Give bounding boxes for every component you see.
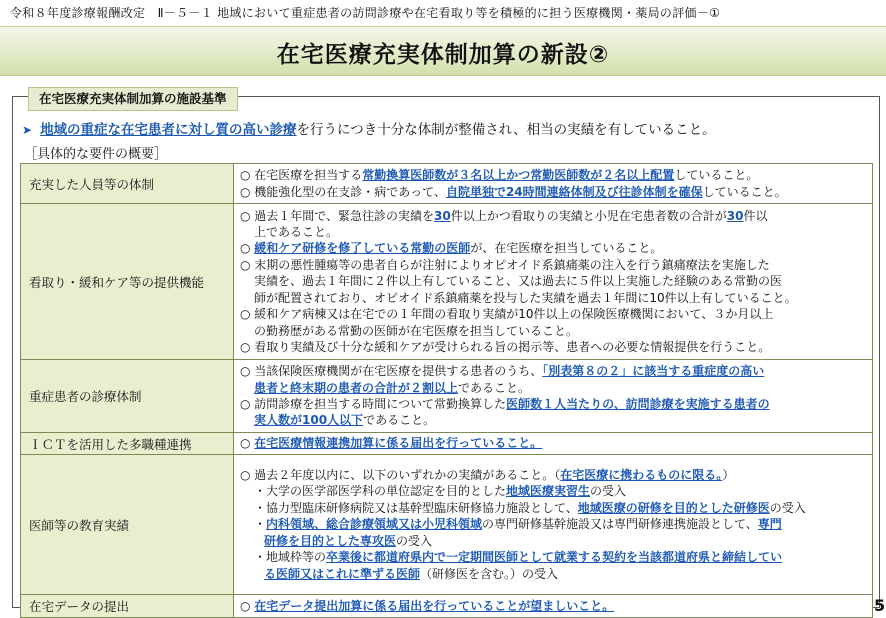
detail-line xyxy=(240,396,866,412)
detail-text: ○ 訪問診療を担当する時間について常勤換算した xyxy=(240,397,507,411)
detail-text: の受入 xyxy=(769,500,806,515)
row-details xyxy=(234,595,873,618)
highlight-text: 在宅医療情報連携加算に係る届出を行っていること。 xyxy=(254,436,543,451)
row-details xyxy=(234,433,873,455)
detail-line xyxy=(240,273,866,289)
detail-text: ○ xyxy=(240,241,255,256)
lead-highlight: 地域の重症な在宅患者に対し質の高い診療 xyxy=(40,122,297,138)
detail-line xyxy=(240,306,866,322)
detail-line xyxy=(240,435,866,451)
detail-line xyxy=(240,184,866,200)
detail-line xyxy=(240,339,866,355)
highlight-text: 内科領域、総合診療領域又は小児科領域 xyxy=(266,517,483,532)
row-details xyxy=(234,204,873,360)
detail-line xyxy=(240,323,866,339)
detail-line xyxy=(240,167,866,183)
detail-text: が、在宅医療を担当していること。 xyxy=(470,241,663,256)
detail-line xyxy=(240,208,866,224)
subheading: ［具体的な要件の概要］ xyxy=(24,147,168,162)
row-category: 在宅データの提出 xyxy=(21,595,234,618)
detail-text: （研修医を含む。）の受入 xyxy=(420,566,559,581)
highlight-text: 在宅医療に携わるものに限る。 xyxy=(560,468,723,483)
highlight-text: 研修を目的とした専攻医 xyxy=(264,533,397,548)
row-category: 医師等の教育実績 xyxy=(21,455,234,595)
highlight-text: 緩和ケア研修を修了している常勤の医師 xyxy=(254,241,471,256)
detail-text: ・ xyxy=(254,517,267,532)
detail-line xyxy=(240,412,866,428)
row-category: 重症患者の診療体制 xyxy=(21,360,234,433)
detail-text: していること。 xyxy=(674,168,759,183)
row-details xyxy=(234,455,873,595)
detail-text: ・協力型臨床研修病院又は基幹型臨床研修協力施設として、 xyxy=(254,500,578,515)
highlight-text: 地域医療の研修を目的とした研修医 xyxy=(577,500,770,515)
highlight-text: 医師数１人当たりの、訪問診療を実施する患者の xyxy=(506,397,770,411)
highlight-text: 30 xyxy=(434,208,451,223)
detail-text: ○ xyxy=(240,598,255,613)
table-row xyxy=(21,164,873,204)
row-details xyxy=(234,360,873,433)
detail-text: ○ 看取り実績及び十分な緩和ケアが受けられる旨の掲示等、患者への必要な情報提供を行うこと。 xyxy=(240,339,771,354)
highlight-text: 30 xyxy=(726,208,744,223)
detail-text: ○ xyxy=(240,436,255,451)
detail-text: ・地域枠等の xyxy=(254,550,327,565)
lead-rest: を行うにつき十分な体制が整備され、相当の実績を有していること。 xyxy=(296,122,716,138)
detail-line xyxy=(240,549,866,565)
section-label: 在宅医療充実体制加算の施設基準 xyxy=(28,87,238,111)
detail-text: の専門研修基幹施設又は専門研修連携施設として、 xyxy=(482,517,758,532)
detail-line xyxy=(240,240,866,256)
table-row xyxy=(21,360,873,433)
highlight-text: 自院単独で24時間連絡体制及び往診体制を確保 xyxy=(445,184,703,199)
highlight-text: 「別表第８の２」に該当する重症度の高い xyxy=(542,364,765,379)
row-details xyxy=(234,164,873,204)
detail-line xyxy=(240,467,866,483)
detail-text: 件以 xyxy=(743,208,768,223)
highlight-text: 卒業後に都道府県内で一定期間医師として就業する契約を当該都道府県と締結してい xyxy=(326,550,783,565)
page-title: 在宅医療充実体制加算の新設② xyxy=(276,42,610,68)
highlight-text: 常勤換算医師数が３名以上かつ常勤医師数が２名以上配置 xyxy=(362,168,675,183)
detail-text: であること。 xyxy=(458,380,531,395)
highlight-text: る医師又はこれに準ずる医師 xyxy=(264,566,421,581)
header-breadcrumb: 令和８年度診療報酬改定 Ⅱ－５－１ 地域において重症患者の訪問診療や在宅看取り等を積極的に担う医療機関・薬局の評価－① xyxy=(10,6,721,20)
detail-text: 実績を、過去１年間に２件以上有していること、又は過去に５件以上実施した経験のある常勤の医 xyxy=(254,274,783,289)
detail-text: 師が配置されており、オピオイド系鎮痛薬を投与した実績を過去１年間に10件以上有していること。 xyxy=(254,290,797,305)
detail-text: の受入 xyxy=(590,484,627,499)
detail-line xyxy=(240,380,866,396)
detail-text: ） xyxy=(722,468,735,483)
detail-text: ○ 末期の悪性腫瘍等の患者自らが注射によりオピオイド系鎮痛薬の注入を行う鎮痛療法を実施した xyxy=(240,257,770,272)
highlight-text: 地域医療実習生 xyxy=(506,484,591,499)
detail-text: の勤務歴がある常勤の医師が在宅医療を担当していること。 xyxy=(254,323,579,338)
highlight-text: 専門 xyxy=(757,517,782,532)
detail-text: 上であること。 xyxy=(254,225,339,240)
row-category: 充実した人員等の体制 xyxy=(21,164,234,204)
detail-line xyxy=(240,598,866,614)
requirements-table xyxy=(20,163,873,618)
detail-text: ○ 在宅医療を担当する xyxy=(240,168,363,183)
detail-line xyxy=(240,483,866,499)
row-category: 看取り・緩和ケア等の提供機能 xyxy=(21,204,234,360)
detail-text: ○ 過去２年度以内に、以下のいずれかの実績があること。（ xyxy=(240,468,561,483)
detail-line xyxy=(240,566,866,582)
highlight-text: 在宅データ提出加算に係る届出を行っていることが望ましいこと。 xyxy=(254,598,615,613)
detail-line xyxy=(240,363,866,379)
highlight-text: 患者と終末期の患者の合計が２割以上 xyxy=(254,380,459,395)
row-category: ＩＣＴを活用した多職種連携 xyxy=(21,433,234,455)
detail-text: 件以上かつ看取りの実績と小児在宅患者数の合計が xyxy=(450,208,727,223)
detail-text: ○ 緩和ケア病棟又は在宅での１年間の看取り実績が10件以上の保険医療機関において、３か月以上 xyxy=(240,307,774,322)
detail-line xyxy=(240,290,866,306)
arrow-icon: ➤ xyxy=(22,123,33,137)
detail-text: ○ 当該保険医療機関が在宅医療を提供する患者のうち、 xyxy=(240,364,543,379)
table-row xyxy=(21,433,873,455)
detail-text: ・大学の医学部医学科の単位認定を目的とした xyxy=(254,484,507,499)
detail-text: していること。 xyxy=(702,184,787,199)
detail-text: ○ 機能強化型の在支診・病であって、 xyxy=(240,184,446,199)
detail-text: ○ 過去１年間で、緊急往診の実績を xyxy=(240,208,435,223)
detail-line xyxy=(240,224,866,240)
detail-text: であること。 xyxy=(363,413,436,428)
lead-statement xyxy=(22,118,716,138)
table-row xyxy=(21,595,873,618)
detail-line xyxy=(240,533,866,549)
detail-line xyxy=(240,516,866,532)
table-row xyxy=(21,455,873,595)
table-row xyxy=(21,204,873,360)
highlight-text: 実人数が100人以下 xyxy=(254,413,364,428)
page-number: 5 xyxy=(874,596,886,615)
detail-line xyxy=(240,500,866,516)
detail-text: の受入 xyxy=(396,533,433,548)
detail-line xyxy=(240,257,866,273)
